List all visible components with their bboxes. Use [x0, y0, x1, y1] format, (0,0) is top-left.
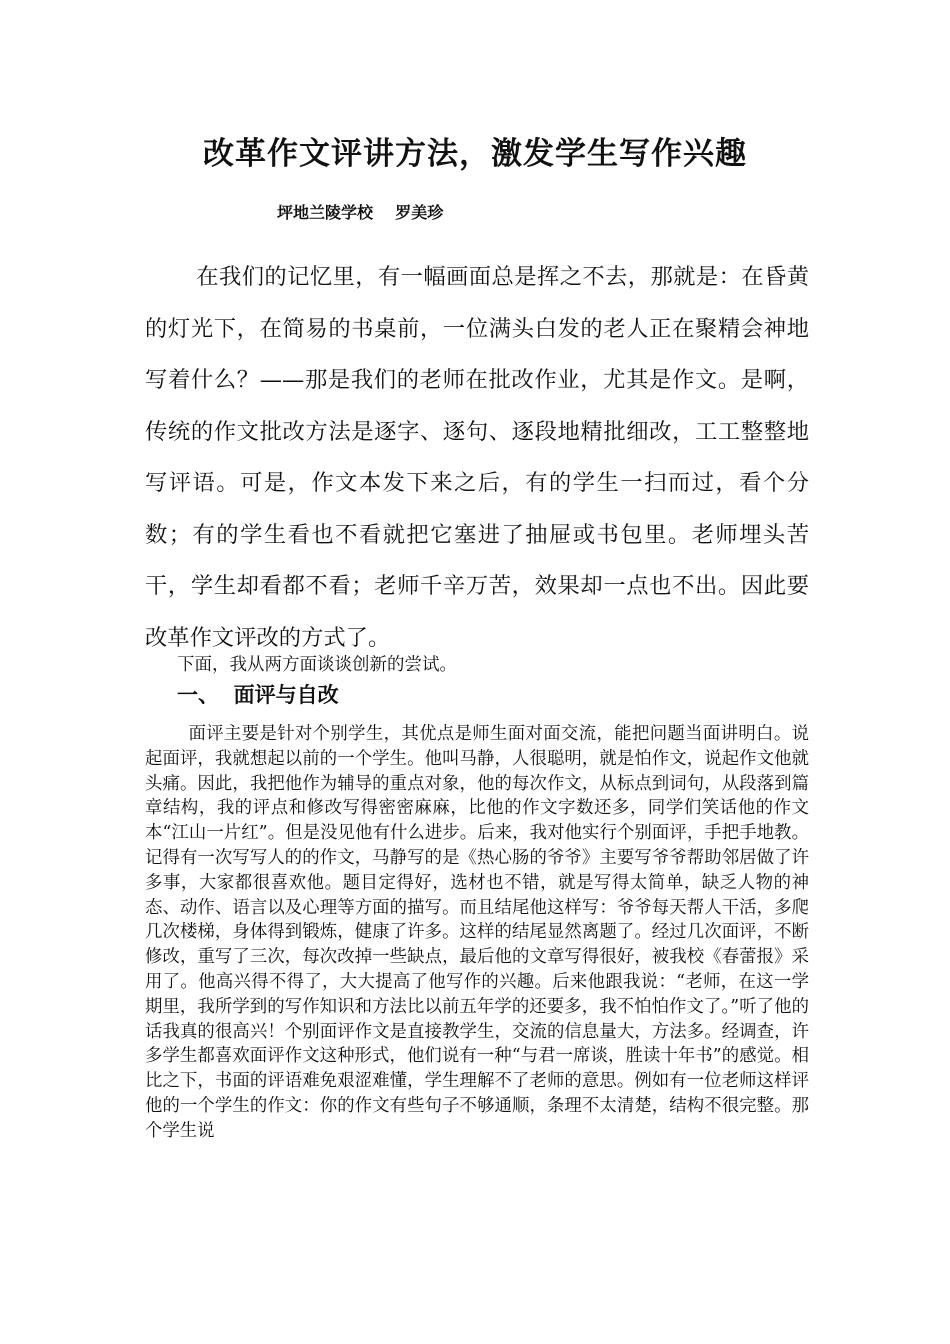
intro-paragraph: 在我们的记忆里，有一幅画面总是挥之不去，那就是：在昏黄的灯光下，在简易的书桌前，一位满头白发的老人正在聚精会神地写着什么？——那是我们的老师在批改作业，尤其是作文。是啊，传统的作文批改方法是逐字、逐句、逐段地精批细改，工工整整地写评语。可是，作文本发下来之后，有的学生一扫而过，看个分数；有的学生看也不看就把它塞进了抽屉或书包里。老师埋头苦干，学生却看都不看；老师千辛万苦，效果却一点也不出。因此要改革作文评改的方式了。: [145, 264, 809, 651]
document-title: 改革作文评讲方法，激发学生写作兴趣: [203, 136, 747, 172]
lead-sentence: 下面，我从两方面谈谈创新的尝试。: [177, 655, 457, 675]
section-heading: 一、 面评与自改: [177, 683, 339, 707]
author-line: 坪地兰陵学校 罗美珍: [277, 203, 444, 222]
section-paragraph: 面评主要是针对个别学生，其优点是师生面对面交流，能把问题当面讲明白。说起面评，我就想起以前的一个学生。他叫马静，人很聪明，就是怕作文，说起作文他就头痛。因此，我把他作为辅导的重点对象，他的每次作文，从标点到词句，从段落到篇章结构，我的评点和修改写得密密麻麻，比他的作文字数还多，同学们笑话他的作文本“江山一片红”。但是没见他有什么进步。后来，我对他实行个别面评，手把手地教。记得有一次写写人的的作文，马静写的是《热心肠的爷爷》主要写爷爷帮助邻居做了许多事，大家都很喜欢他。题目定得好，选材也不错，就是写得太简单，缺乏人物的神态、动作、语言以及心理等方面的描写。而且结尾他这样写：爷爷每天帮人干活，多爬几次楼梯，身体得到锻炼，健康了许多。这样的结尾显然离题了。经过几次面评，不断修改，重写了三次，每次改掉一些缺点，最后他的文章写得很好，被我校《春蕾报》采用了。他高兴得不得了，大大提高了他写作的兴趣。后来他跟我说：“老师，在这一学期里，我所学到的写作知识和方法比以前五年学的还要多，我不怕怕作文了。”听了他的话我真的很高兴！个别面评作文是直接教学生，交流的信息量大，方法多。经调查，许多学生都喜欢面评作文这种形式，他们说有一种“与君一席谈，胜读十年书”的感觉。相比之下，书面的评语难免艰涩难懂，学生理解不了老师的意思。例如有一位老师这样评他的一个学生的作文：你的作文有些句子不够通顺，条理不太清楚，结构不很完整。那个学生说: [145, 724, 809, 1141]
